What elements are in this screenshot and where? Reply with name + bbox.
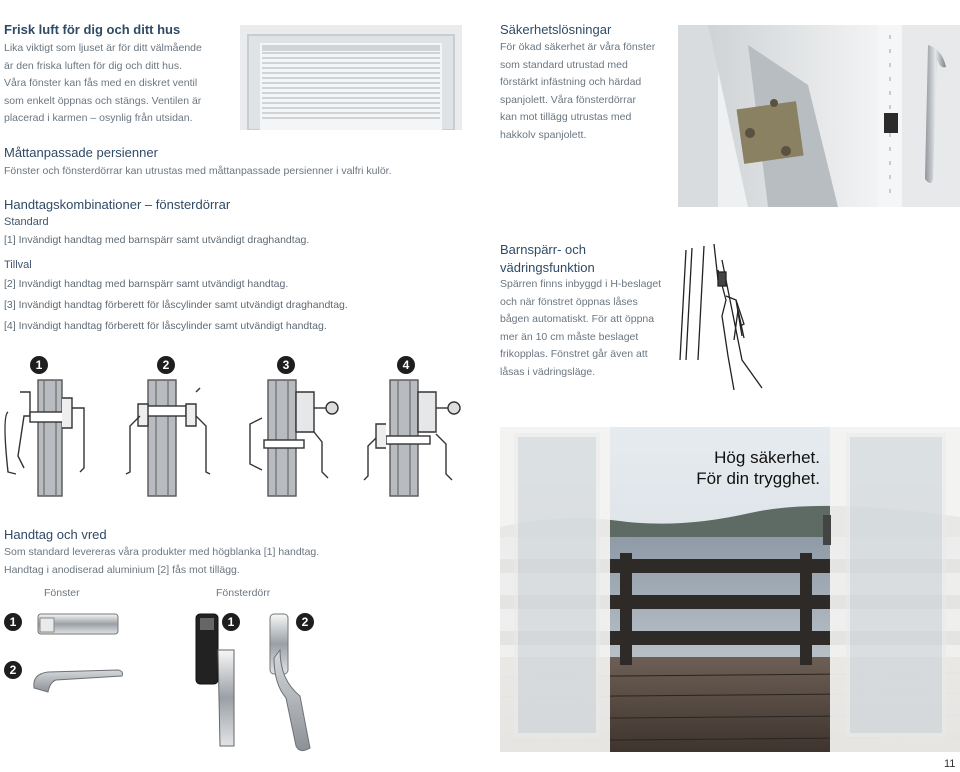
standard-label: Standard xyxy=(4,216,49,228)
text-line: bågen automatiskt. För att öppna xyxy=(500,313,655,325)
page-number: 11 xyxy=(944,758,956,770)
text-line: kan mot tillägg utrustas med xyxy=(500,111,632,123)
section-title-fresh-air: Frisk luft för dig och ditt hus xyxy=(4,22,181,37)
child-lock-drawing xyxy=(678,240,768,392)
handle-combination-drawings xyxy=(0,378,480,498)
marker-2: 2 xyxy=(157,356,175,374)
fresh-air-text xyxy=(4,40,234,128)
window-handles-image xyxy=(28,608,128,704)
photo-caption xyxy=(690,447,820,489)
child-lock-title-line: vädringsfunktion xyxy=(500,260,595,275)
terrace-door-photo xyxy=(500,427,960,752)
handle-combo-1-drawing xyxy=(5,380,84,496)
text-line: Lika viktigt som ljuset är för ditt välmående xyxy=(4,42,202,54)
text-line: låsas i vädringsläge. xyxy=(500,365,596,378)
marker-door-2: 2 xyxy=(296,613,314,631)
marker-door-1: 1 xyxy=(222,613,240,631)
label-window: Fönster xyxy=(44,587,80,599)
security-lock-photo xyxy=(678,25,960,207)
marker-3: 3 xyxy=(277,356,295,374)
option-item: [4] Invändigt handtag förberett för låscylinder samt utvändigt handtag. xyxy=(4,320,327,332)
text-line: förstärkt infästning och härdad xyxy=(500,76,642,88)
door-handle-1 xyxy=(196,614,234,746)
window-handle-2 xyxy=(34,670,123,692)
marker-4: 4 xyxy=(397,356,415,374)
text-line: För ökad säkerhet är våra fönster xyxy=(500,41,656,53)
text-line: Spärren finns inbyggd i H-beslaget xyxy=(500,278,662,290)
text-line: frikopplas. Fönstret går även att xyxy=(500,348,648,360)
option-list xyxy=(4,275,484,338)
option-label: Tillval xyxy=(4,259,32,271)
text-line: Handtag i anodiserad aluminium [2] fås mot tillägg. xyxy=(4,563,240,576)
label-window-door: Fönsterdörr xyxy=(216,587,271,599)
handle-combo-2-drawing xyxy=(126,380,210,496)
text-line: som standard utrustad med xyxy=(500,58,628,71)
section-title-handles-knobs: Handtag och vred xyxy=(4,527,107,542)
option-item: [3] Invändigt handtag förberett för låscylinder samt utvändigt draghandtag. xyxy=(4,299,348,311)
text-line: mer än 10 cm måste beslaget xyxy=(500,330,639,343)
marker-1: 1 xyxy=(30,356,48,374)
handles-knobs-text xyxy=(4,544,474,579)
section-title-handle-combos: Handtagskombinationer – fönsterdörrar xyxy=(4,197,231,212)
section-title-blinds: Måttanpassade persienner xyxy=(4,145,158,160)
text-line: hakkolv spanjolett. xyxy=(500,128,587,141)
text-line: Som standard levereras våra produkter med högblanka [1] handtag. xyxy=(4,546,320,558)
blinds-photo xyxy=(240,25,462,130)
caption-line: För din trygghet. xyxy=(696,469,820,488)
text-line: placerad i karmen – osynlig från utsidan. xyxy=(4,112,193,124)
caption-line: Hög säkerhet. xyxy=(714,448,820,467)
window-handle-1 xyxy=(38,614,118,634)
security-text xyxy=(500,39,675,144)
door-handles-image xyxy=(188,610,328,758)
option-item: [2] Invändigt handtag med barnspärr samt utvändigt handtag. xyxy=(4,278,289,290)
standard-item: [1] Invändigt handtag med barnspärr samt utvändigt draghandtag. xyxy=(4,234,310,246)
marker-window-1: 1 xyxy=(4,613,22,631)
text-line: är den friska luften för dig och ditt hus. xyxy=(4,59,183,72)
section-title-security: Säkerhetslösningar xyxy=(500,22,612,37)
handle-combo-4-drawing xyxy=(364,380,460,496)
marker-window-2: 2 xyxy=(4,661,22,679)
handle-combo-3-drawing xyxy=(250,380,338,496)
text-line: Våra fönster kan fås med en diskret ventil xyxy=(4,77,198,89)
blinds-text: Fönster och fönsterdörrar kan utrustas med måttanpassade persienner i valfri kulör. xyxy=(4,165,392,177)
child-lock-title-line: Barnspärr- och xyxy=(500,242,586,257)
text-line: och när fönstret öppnas låses xyxy=(500,295,638,308)
text-line: som enkelt öppnas och stängs. Ventilen är xyxy=(4,94,202,107)
section-title-child-lock xyxy=(500,241,595,277)
child-lock-text xyxy=(500,276,680,381)
text-line: spanjolett. Våra fönsterdörrar xyxy=(500,93,636,106)
door-handle-2 xyxy=(270,614,310,751)
